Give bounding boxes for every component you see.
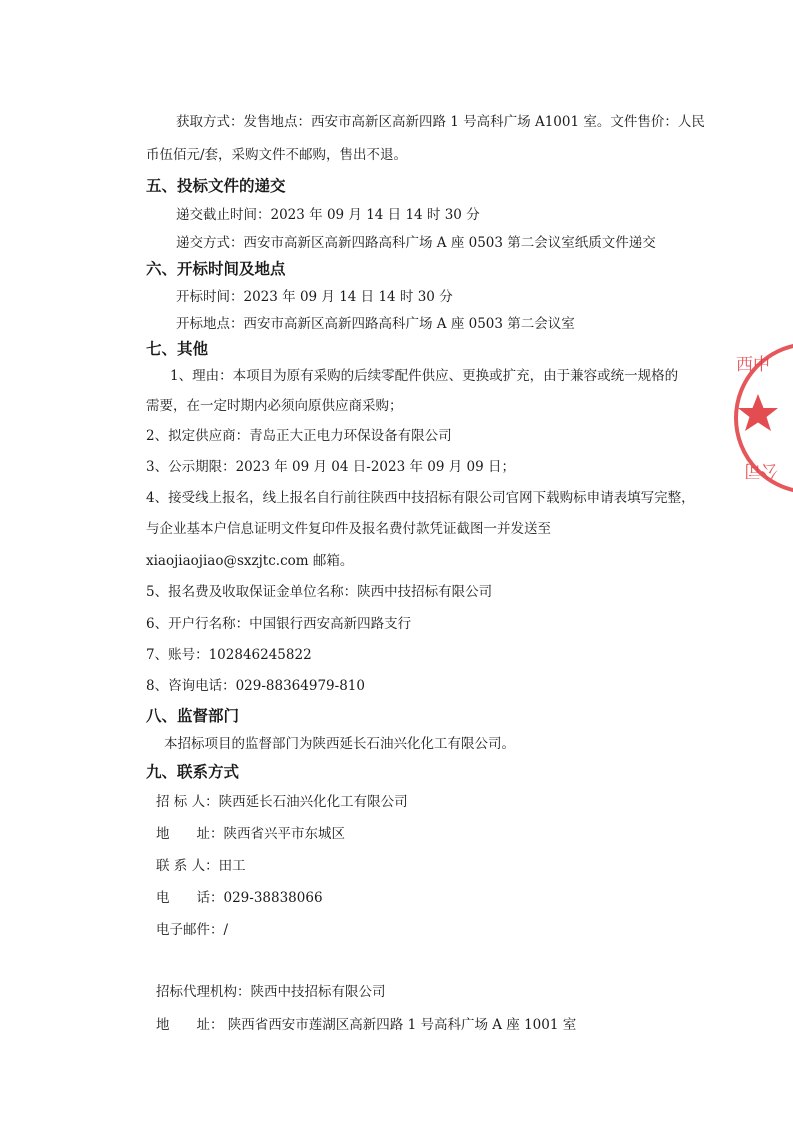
section-7-title: 七、其他 xyxy=(146,340,209,358)
other-item-4-line2: 与企业基本户信息证明文件复印件及报名费付款凭证截图一并发送至 xyxy=(146,521,551,537)
contact-address: 地 址：陕西省兴平市东城区 xyxy=(156,826,345,842)
opening-place: 开标地点：西安市高新区高新四路高科广场 A 座 0503 第二会议室 xyxy=(176,316,575,332)
seal-text-top: 西中 xyxy=(736,355,770,375)
agency-address: 地 址： 陕西省西安市莲湖区高新四路 1 号高科广场 A 座 1001 室 xyxy=(156,1017,577,1033)
supervision-text: 本招标项目的监督部门为陕西延长石油兴化化工有限公司。 xyxy=(164,736,515,752)
other-item-4-email: xiaojiaojiao@sxzjtc.com 邮箱。 xyxy=(146,553,354,569)
seal-text-bottom: 公司 xyxy=(744,460,778,480)
other-item-1-line2: 需要，在一定时期内必须向原供应商采购； xyxy=(146,398,403,414)
opening-time: 开标时间：2023 年 09 月 14 日 14 时 30 分 xyxy=(176,289,453,305)
submission-deadline: 递交截止时间：2023 年 09 月 14 日 14 时 30 分 xyxy=(176,207,480,223)
other-item-4-line1: 4、接受线上报名，线上报名自行前往陕西中技招标有限公司官网下载购标申请表填写完整， xyxy=(146,490,695,506)
section-9-title: 九、联系方式 xyxy=(146,763,240,781)
other-item-8: 8、咨询电话：029-88364979-810 xyxy=(146,678,365,694)
contact-phone: 电 话：029-38838066 xyxy=(156,890,323,906)
obtain-method-line2: 币伍佰元/套，采购文件不邮购，售出不退。 xyxy=(146,147,408,163)
section-5-title: 五、投标文件的递交 xyxy=(146,177,286,195)
company-seal xyxy=(728,340,793,500)
seal-graphic xyxy=(728,340,793,500)
section-6-title: 六、开标时间及地点 xyxy=(146,260,286,278)
other-item-6: 6、开户行名称：中国银行西安高新四路支行 xyxy=(146,616,412,632)
other-item-2: 2、拟定供应商：青岛正大正电力环保设备有限公司 xyxy=(146,428,452,444)
other-item-1-line1: 1、理由：本项目为原有采购的后续零配件供应、更换或扩充，由于兼容或统一规格的 xyxy=(170,368,679,384)
contact-bidder: 招 标 人：陕西延长石油兴化化工有限公司 xyxy=(156,794,408,810)
other-item-7: 7、账号：102846245822 xyxy=(146,647,312,663)
agency-name: 招标代理机构：陕西中技招标有限公司 xyxy=(156,984,386,1000)
seal-star-icon xyxy=(738,394,778,431)
contact-person: 联 系 人：田工 xyxy=(156,858,246,874)
submission-method: 递交方式：西安市高新区高新四路高科广场 A 座 0503 第二会议室纸质文件递交 xyxy=(176,235,656,251)
contact-email: 电子邮件：/ xyxy=(156,922,229,938)
other-item-5: 5、报名费及收取保证金单位名称：陕西中技招标有限公司 xyxy=(146,584,493,600)
obtain-method-line1: 获取方式：发售地点：西安市高新区高新四路 1 号高科广场 A1001 室。文件售价：人民 xyxy=(176,114,705,130)
other-item-3: 3、公示期限：2023 年 09 月 04 日-2023 年 09 月 09 日； xyxy=(146,459,515,475)
section-8-title: 八、监督部门 xyxy=(146,707,240,725)
